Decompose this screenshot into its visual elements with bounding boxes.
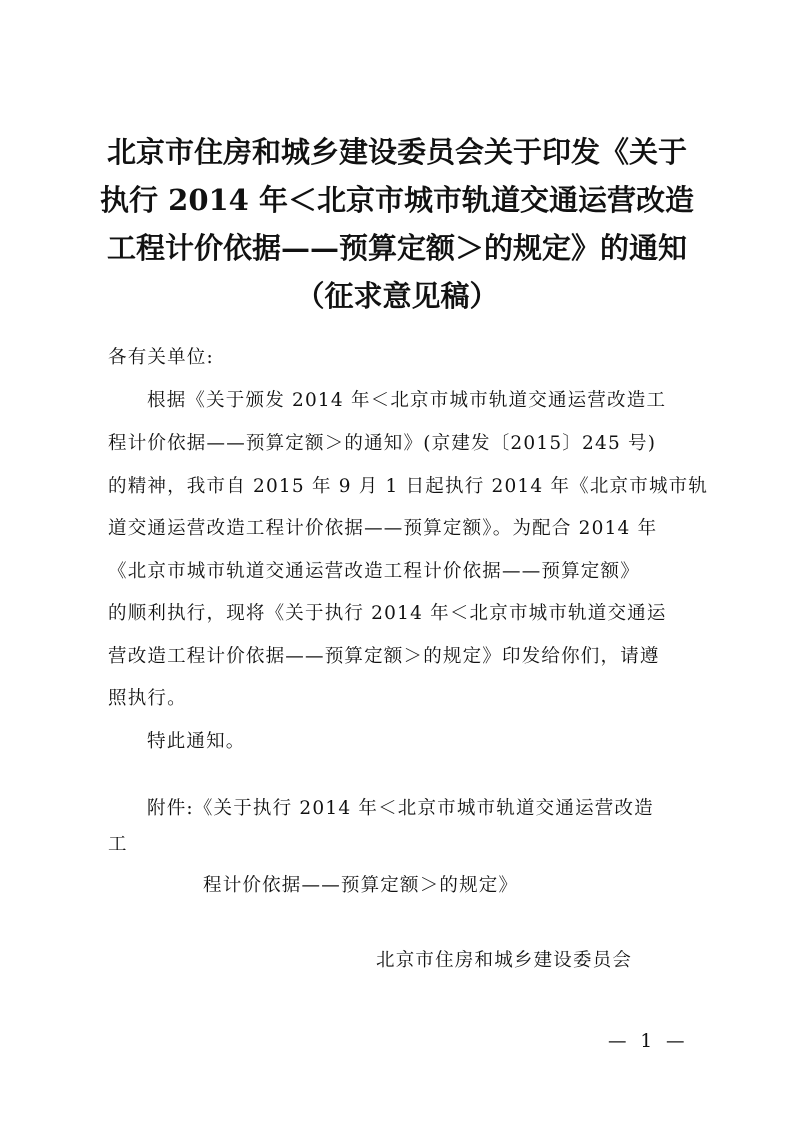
attachment-line-3: 程计价依据——预算定额＞的规定》: [203, 875, 519, 896]
attachment-line-2: 工: [108, 834, 128, 855]
body-line-7: 营改造工程计价依据——预算定额＞的规定》印发给你们，请遵: [108, 646, 660, 667]
attachment-line-1: 附件:《关于执行 2014 年＜北京市城市轨道交通运营改造: [147, 798, 654, 819]
title-line-4: （征求意见稿）: [295, 279, 499, 313]
body-line-4: 道交通运营改造工程计价依据——预算定额》。为配合 2014 年: [108, 518, 658, 539]
body-line-2: 程计价依据——预算定额＞的通知》(京建发〔2015〕245 号): [108, 433, 657, 454]
document-title: [0, 128, 794, 320]
salutation: 各有关单位:: [108, 347, 214, 368]
closing-text: 特此通知。: [147, 731, 246, 752]
issuer-name: 北京市住房和城乡建设委员会: [376, 950, 633, 971]
title-line-2: 执行 2014 年＜北京市城市轨道交通运营改造: [100, 183, 694, 217]
body-line-1: 根据《关于颁发 2014 年＜北京市城市轨道交通运营改造工: [147, 390, 667, 411]
body-line-6: 的顺利执行，现将《关于执行 2014 年＜北京市城市轨道交通运: [108, 603, 667, 624]
page-number: — 1 —: [608, 1031, 689, 1052]
body-line-8: 照执行。: [108, 688, 187, 709]
title-line-3: 工程计价依据——预算定额＞的规定》的通知: [106, 231, 687, 265]
body-line-5: 《北京市城市轨道交通运营改造工程计价依据——预算定额》: [108, 561, 640, 582]
title-line-1: 北京市住房和城乡建设委员会关于印发《关于: [106, 135, 687, 169]
body-line-3: 的精神，我市自 2015 年 9 月 1 日起执行 2014 年《北京市城市轨: [108, 476, 709, 497]
